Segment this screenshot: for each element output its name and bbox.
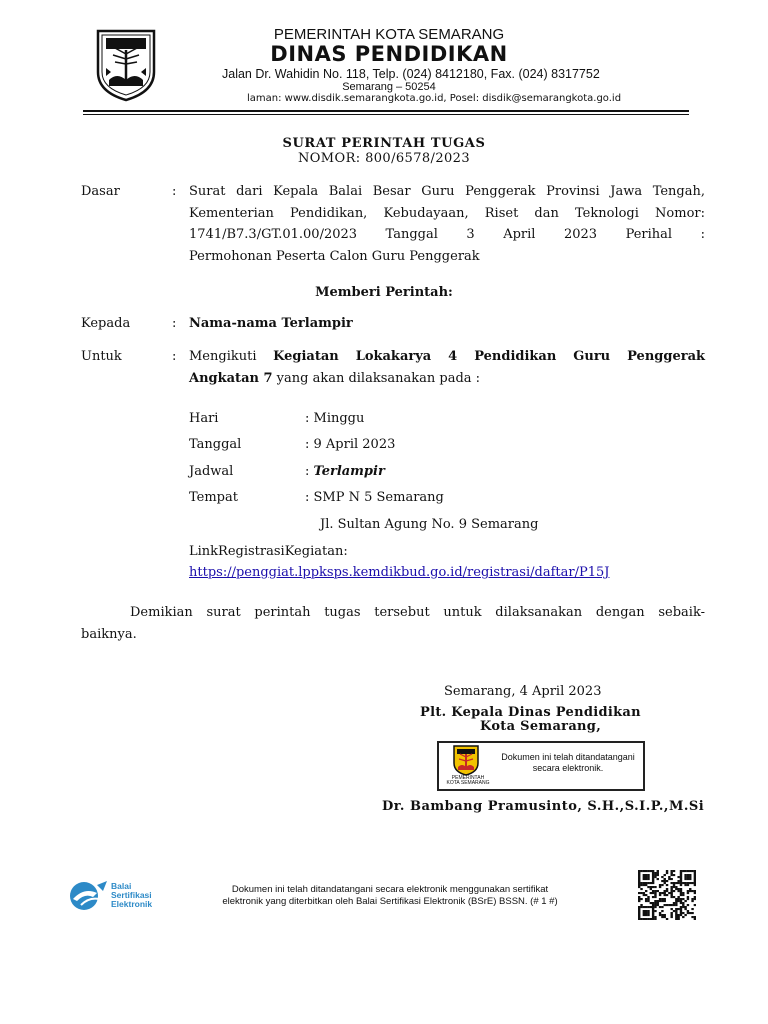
activity-cohort: Angkatan 7 — [189, 371, 273, 386]
footer-note-line: Dokumen ini telah ditandatangani secara elektronik menggunakan sertifikat — [231, 884, 549, 895]
detail-label-tanggal: Tanggal — [189, 437, 242, 452]
activity-name: Kegiatan Lokakarya 4 Pendidikan Guru Penggerak — [273, 349, 705, 364]
venue-address: Jl. Sultan Agung No. 9 Semarang — [320, 517, 539, 532]
signer-name: Dr. Bambang Pramusinto, S.H.,S.I.P.,M.Si — [382, 799, 705, 814]
untuk-prefix: Mengikuti — [189, 349, 274, 364]
detail-label-tempat: Tempat — [189, 490, 238, 505]
detail-value-jadwal — [305, 461, 385, 483]
dasar-line: 1741/B7.3/GT.01.00/2023 Tanggal 3 April 2023 Perihal : — [189, 227, 705, 243]
esign-caption-line: PEMERINTAH — [451, 775, 485, 781]
detail-value-tanggal: : 9 April 2023 — [305, 437, 396, 452]
letterhead-divider-thin — [83, 114, 689, 115]
signer-title-line-1: Plt. Kepala Dinas Pendidikan — [420, 705, 641, 720]
jadwal-emphasis: Terlampir — [313, 464, 385, 479]
detail-label-hari: Hari — [189, 411, 219, 426]
registration-link-label: LinkRegistrasiKegiatan: — [189, 544, 348, 559]
registration-link[interactable]: https://penggiat.lppksps.kemdikbud.go.id/registrasi/daftar/P15J — [189, 565, 610, 580]
sign-place-date: Semarang, 4 April 2023 — [444, 684, 602, 699]
agency-web-email: laman: www.disdik.semarangkota.go.id, Posel: disdik@semarangkota.go.id — [247, 93, 622, 104]
memberi-perintah-heading: Memberi Perintah: — [315, 285, 453, 300]
kepada-value: Nama-nama Terlampir — [189, 316, 353, 331]
dasar-colon: : — [172, 184, 177, 199]
qr-code-icon[interactable] — [638, 870, 696, 920]
agency-city-postal: Semarang – 50254 — [342, 81, 436, 93]
untuk-colon: : — [172, 349, 177, 364]
esign-statement — [498, 752, 638, 774]
agency-address: Jalan Dr. Wahidin No. 118, Telp. (024) 8412180, Fax. (024) 8317752 — [222, 67, 600, 81]
detail-value-tempat: : SMP N 5 Semarang — [305, 490, 444, 505]
letterhead-divider-thick — [83, 110, 689, 112]
esign-emblem-caption — [446, 776, 490, 786]
closing-line-2: baiknya. — [81, 627, 137, 642]
esign-statement-line: Dokumen ini telah ditandatangani — [501, 752, 635, 762]
city-emblem-icon — [452, 744, 480, 776]
bsre-wordmark-line: Balai — [111, 881, 132, 891]
government-name: PEMERINTAH KOTA SEMARANG — [273, 26, 505, 43]
untuk-suffix: yang akan dilaksanakan pada : — [272, 371, 481, 386]
untuk-line-1 — [189, 346, 705, 368]
untuk-label: Untuk — [81, 349, 122, 364]
kepada-label: Kepada — [81, 316, 131, 331]
footer-note-line: elektronik yang diterbitkan oleh Balai Sertifikasi Elektronik (BSrE) BSSN. (# 1 #) — [222, 896, 558, 907]
bsre-wordmark-line: Elektronik — [111, 899, 153, 909]
jadwal-colon: : — [305, 464, 314, 479]
document-title: SURAT PERINTAH TUGAS — [282, 136, 486, 151]
esign-statement-line: secara elektronik. — [532, 763, 604, 773]
esign-caption-line: KOTA SEMARANG — [446, 780, 490, 786]
signer-title-line-2: Kota Semarang, — [480, 719, 602, 734]
dasar-line: Permohonan Peserta Calon Guru Penggerak — [189, 248, 480, 264]
kepada-colon: : — [172, 316, 177, 331]
dasar-label: Dasar — [81, 184, 120, 199]
dasar-line: Surat dari Kepala Balai Besar Guru Penggerak Provinsi Jawa Tengah, — [189, 184, 705, 199]
bsre-wordmark-line: Sertifikasi — [111, 890, 152, 900]
detail-value-hari: : Minggu — [305, 411, 365, 426]
closing-line-1: Demikian surat perintah tugas tersebut untuk dilaksanakan dengan sebaik- — [130, 605, 705, 620]
dasar-line: Kementerian Pendidikan, Kebudayaan, Riset dan Teknologi Nomor: — [189, 205, 705, 221]
agency-name: DINAS PENDIDIKAN — [270, 42, 508, 66]
detail-label-jadwal: Jadwal — [189, 464, 234, 479]
document-number: NOMOR: 800/6578/2023 — [297, 151, 471, 166]
dasar-text — [189, 181, 705, 267]
untuk-line-2 — [189, 368, 480, 390]
